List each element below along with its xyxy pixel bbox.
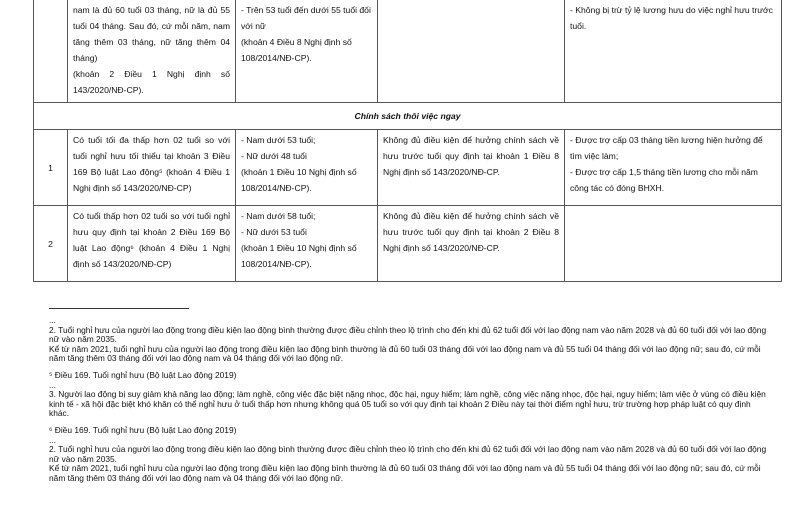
table-cell: Không đủ điều kiện để hưởng chính sách về hưu trước tuổi quy định tại khoản 2 Điều 8 Nghị định số 143/2020/NĐ-CP. (378, 206, 565, 282)
table-cell: - Được trợ cấp 03 tháng tiền lương hiện hưởng để tìm việc làm; - Được trợ cấp 1,5 tháng tiền lương cho mỗi năm công tác có đóng BHXH. (565, 130, 782, 206)
table-cell (565, 206, 782, 282)
table-cell: nam là đủ 60 tuổi 03 tháng, nữ là đủ 55 tuổi 04 tháng. Sau đó, cứ mỗi năm, nam tăng thêm 03 tháng, nữ tăng thêm 04 tháng) (khoản 2 Điều 1 Nghị định số 143/2020/NĐ-CP). (68, 0, 236, 103)
row-number: 2 (34, 206, 68, 282)
footnote-ellipsis: ... (49, 434, 56, 445)
table-cell: Có tuổi thấp hơn 02 tuổi so với tuổi nghỉ hưu quy định tại khoản 2 Điều 169 Bộ luật Lao động⁶ (khoản 4 Điều 1 Nghị định số 143/2020/NĐ-CP) (68, 206, 236, 282)
policy-table (33, 0, 782, 282)
footnote-title: ⁶ Điều 169. Tuổi nghỉ hưu (Bộ luật Lao động 2019) (49, 424, 237, 435)
footnote-text: Kể từ năm 2021, tuổi nghỉ hưu của người lao động trong điều kiện lao động bình thường là đủ 60 tuổi 03 tháng đối với lao động nam và đủ 55 tuổi 04 tháng đối với lao động nữ; sau đó, cứ mỗi năm tăng thêm 03 tháng đối với lao động nam và 04 tháng đối với lao động nữ. (49, 463, 761, 483)
footnote-text: 3. Người lao động bị suy giảm khả năng lao động; làm nghề, công việc đặc biệt nặng nhọc, độc hại, nguy hiểm; làm nghề, công việc nặng nhọc, độc hại, nguy hiểm; làm việc ở vùng có điều kiện kinh tế - xã hội đặc biệt khó khăn có thể nghỉ hưu ở tuổi thấp hơn nhưng không quá 05 tuổi so với quy định tại khoản 2 Điều này tại thời điểm nghỉ hưu, trừ trường hợp pháp luật có quy định khác. (49, 389, 766, 419)
table-cell: - Không bị trừ tỷ lệ lương hưu do việc nghỉ hưu trước tuổi. (565, 0, 782, 103)
table-row (34, 0, 782, 103)
footnotes (49, 316, 769, 484)
table-cell: - Trên 53 tuổi đến dưới 55 tuổi đối với nữ (khoản 4 Điều 8 Nghị định số 108/2014/NĐ-CP). (236, 0, 378, 103)
table-row (34, 206, 782, 282)
table-cell: - Nam dưới 58 tuổi; - Nữ dưới 53 tuổi (khoản 1 Điều 10 Nghị định số 108/2014/NĐ-CP). (236, 206, 378, 282)
footnote-separator (49, 308, 189, 309)
footnote-ellipsis: ... (49, 379, 56, 390)
footnote-title: ⁵ Điều 169. Tuổi nghỉ hưu (Bộ luật Lao động 2019) (49, 369, 237, 380)
table-row (34, 130, 782, 206)
footnote-text: 2. Tuổi nghỉ hưu của người lao động trong điều kiện lao động bình thường được điều chỉnh theo lộ trình cho đến khi đủ 62 tuổi đối với lao động nam vào năm 2028 và đủ 60 tuổi đối với lao động nữ vào năm 2035. (49, 444, 767, 464)
section-row (34, 103, 782, 130)
section-title: Chính sách thôi việc ngay (34, 103, 782, 130)
footnote-ellipsis: ... (49, 315, 56, 325)
footnote-text: 2. Tuổi nghỉ hưu của người lao động trong điều kiện lao động bình thường được điều chỉnh theo lộ trình cho đến khi đủ 62 tuổi đối với lao động nam vào năm 2028 và đủ 60 tuổi đối với lao động nữ vào năm 2035. (49, 324, 767, 345)
row-number: 1 (34, 130, 68, 206)
table-cell (378, 0, 565, 103)
table-cell: - Nam dưới 53 tuổi; - Nữ dưới 48 tuổi (khoản 1 Điều 10 Nghị định số 108/2014/NĐ-CP). (236, 130, 378, 206)
table-cell: Có tuổi tối đa thấp hơn 02 tuổi so với tuổi nghỉ hưu tối thiểu tại khoản 3 Điều 169 Bộ luật Lao động⁵ (khoản 4 Điều 1 Nghị định số 143/2020/NĐ-CP) (68, 130, 236, 206)
table-cell: Không đủ điều kiện để hưởng chính sách về hưu trước tuổi quy định tại khoản 1 Điều 8 Nghị định số 143/2020/NĐ-CP. (378, 130, 565, 206)
table-cell-num (34, 0, 68, 103)
footnote-text: Kể từ năm 2021, tuổi nghỉ hưu của người lao động trong điều kiện lao động bình thường là đủ 60 tuổi 03 tháng đối với lao động nam và đủ 55 tuổi 04 tháng đối với lao động nữ; sau đó, cứ mỗi năm tăng thêm 03 tháng đối với lao động nam và 04 tháng đối với lao động nữ. (49, 343, 761, 364)
